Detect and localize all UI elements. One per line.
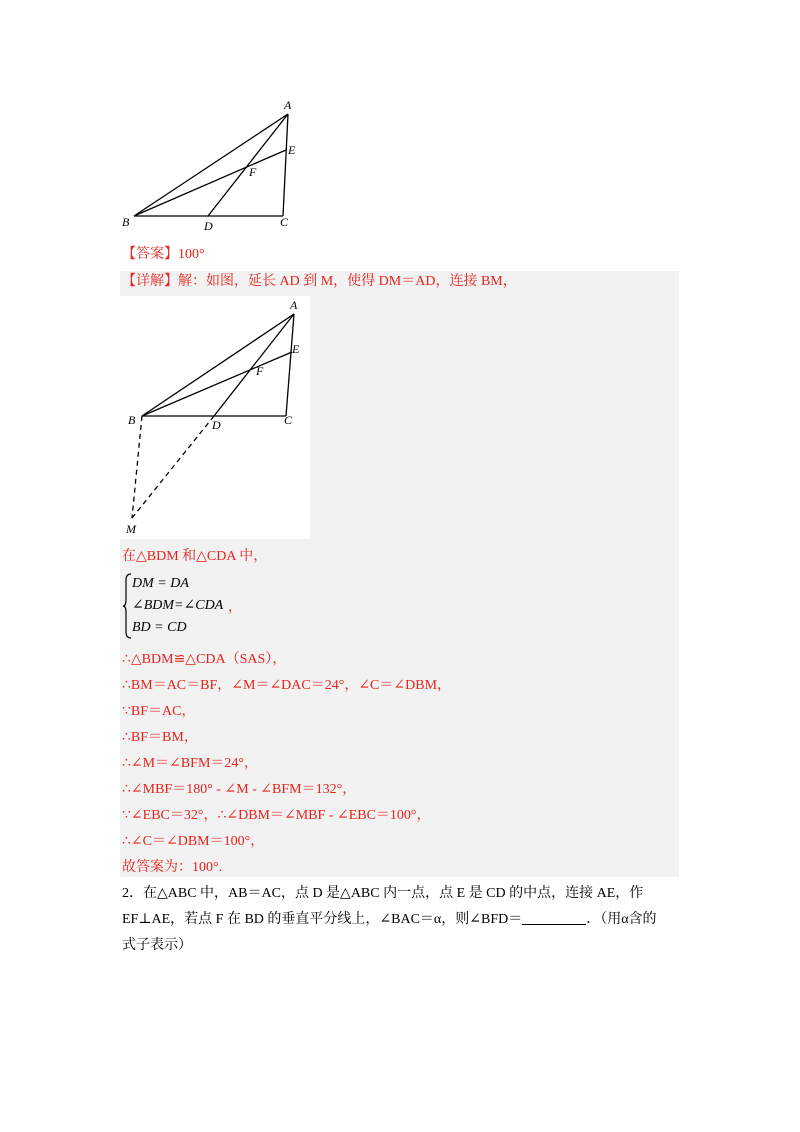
- label-m-2: M: [126, 522, 136, 536]
- segment-dm-dashed: [132, 416, 214, 518]
- step-3: ∵BF＝AC，: [122, 704, 196, 719]
- answer-blank[interactable]: [522, 910, 586, 925]
- label-a: A: [284, 98, 292, 112]
- solution-intro: 解：如图，延长 AD 到 M，使得 DM＝AD，连接 BM，: [178, 274, 517, 289]
- answer-line: [122, 245, 205, 265]
- congruence-system: [122, 573, 262, 639]
- in-triangles-line: 在△BDM 和△CDA 中，: [122, 549, 268, 564]
- system-eq-1: DM = DA: [132, 576, 189, 591]
- segment-ba-2: [142, 314, 294, 416]
- label-f: F: [249, 165, 257, 179]
- system-eq-2: ∠BDM=∠CDA: [132, 598, 224, 613]
- question-2-line-1: 2．在△ABC 中，AB＝AC，点 D 是△ABC 内一点，点 E 是 CD 的中点，连接 AE，作: [122, 886, 644, 901]
- segment-be-2: [142, 352, 292, 416]
- label-e: E: [288, 143, 296, 157]
- step-8: ∴∠C＝∠DBM＝100°，: [122, 834, 265, 849]
- label-f-2: F: [256, 364, 264, 378]
- segment-ba: [134, 114, 288, 216]
- figure-1-triangle: [118, 96, 308, 236]
- step-1: ∴△BDM≌△CDA（SAS），: [122, 652, 287, 667]
- solution-tag: 【详解】: [122, 274, 178, 289]
- label-b: B: [122, 215, 130, 229]
- label-a-2: A: [290, 298, 298, 312]
- label-d-2: D: [212, 418, 221, 432]
- system-eq-3: BD = CD: [132, 620, 187, 635]
- figure-1-svg: [118, 96, 308, 236]
- solution-intro-line: [122, 272, 517, 292]
- question-2-line-2: [122, 910, 657, 930]
- answer-tag: 【答案】: [122, 247, 178, 262]
- answer-value: 100°: [178, 247, 205, 262]
- step-6: ∴∠MBF＝180° - ∠M - ∠BFM＝132°，: [122, 782, 357, 797]
- segment-da-2: [214, 314, 294, 416]
- step-9: 故答案为：100°.: [122, 860, 223, 875]
- label-e-2: E: [292, 342, 300, 356]
- step-7: ∵∠EBC＝32°，∴∠DBM＝∠MBF - ∠EBC＝100°，: [122, 808, 431, 823]
- segment-da: [208, 114, 288, 216]
- segment-ac-2: [286, 314, 294, 416]
- question-2-line-2-text: EF⊥AE，若点 F 在 BD 的垂直平分线上，∠BAC＝α，则∠BFD＝: [122, 912, 523, 927]
- segment-be: [134, 150, 286, 216]
- label-b-2: B: [128, 413, 136, 427]
- step-5: ∴∠M＝∠BFM＝24°，: [122, 756, 258, 771]
- figure-2-construction: [120, 296, 310, 539]
- segment-ac: [283, 114, 288, 216]
- step-2: ∴BM＝AC＝BF，∠M＝∠DAC＝24°，∠C＝∠DBM，: [122, 678, 452, 693]
- figure-2-svg: [120, 296, 310, 539]
- question-2-line-2-tail: ．（用α含的: [586, 912, 657, 927]
- segment-bm-dashed: [132, 416, 142, 518]
- question-2-line-3: 式子表示）: [122, 938, 192, 953]
- left-brace: [122, 573, 132, 639]
- step-4: ∴BF＝BM，: [122, 730, 198, 745]
- system-comma: ，: [228, 600, 242, 615]
- label-d: D: [204, 219, 213, 233]
- label-c: C: [280, 215, 289, 229]
- label-c-2: C: [284, 413, 293, 427]
